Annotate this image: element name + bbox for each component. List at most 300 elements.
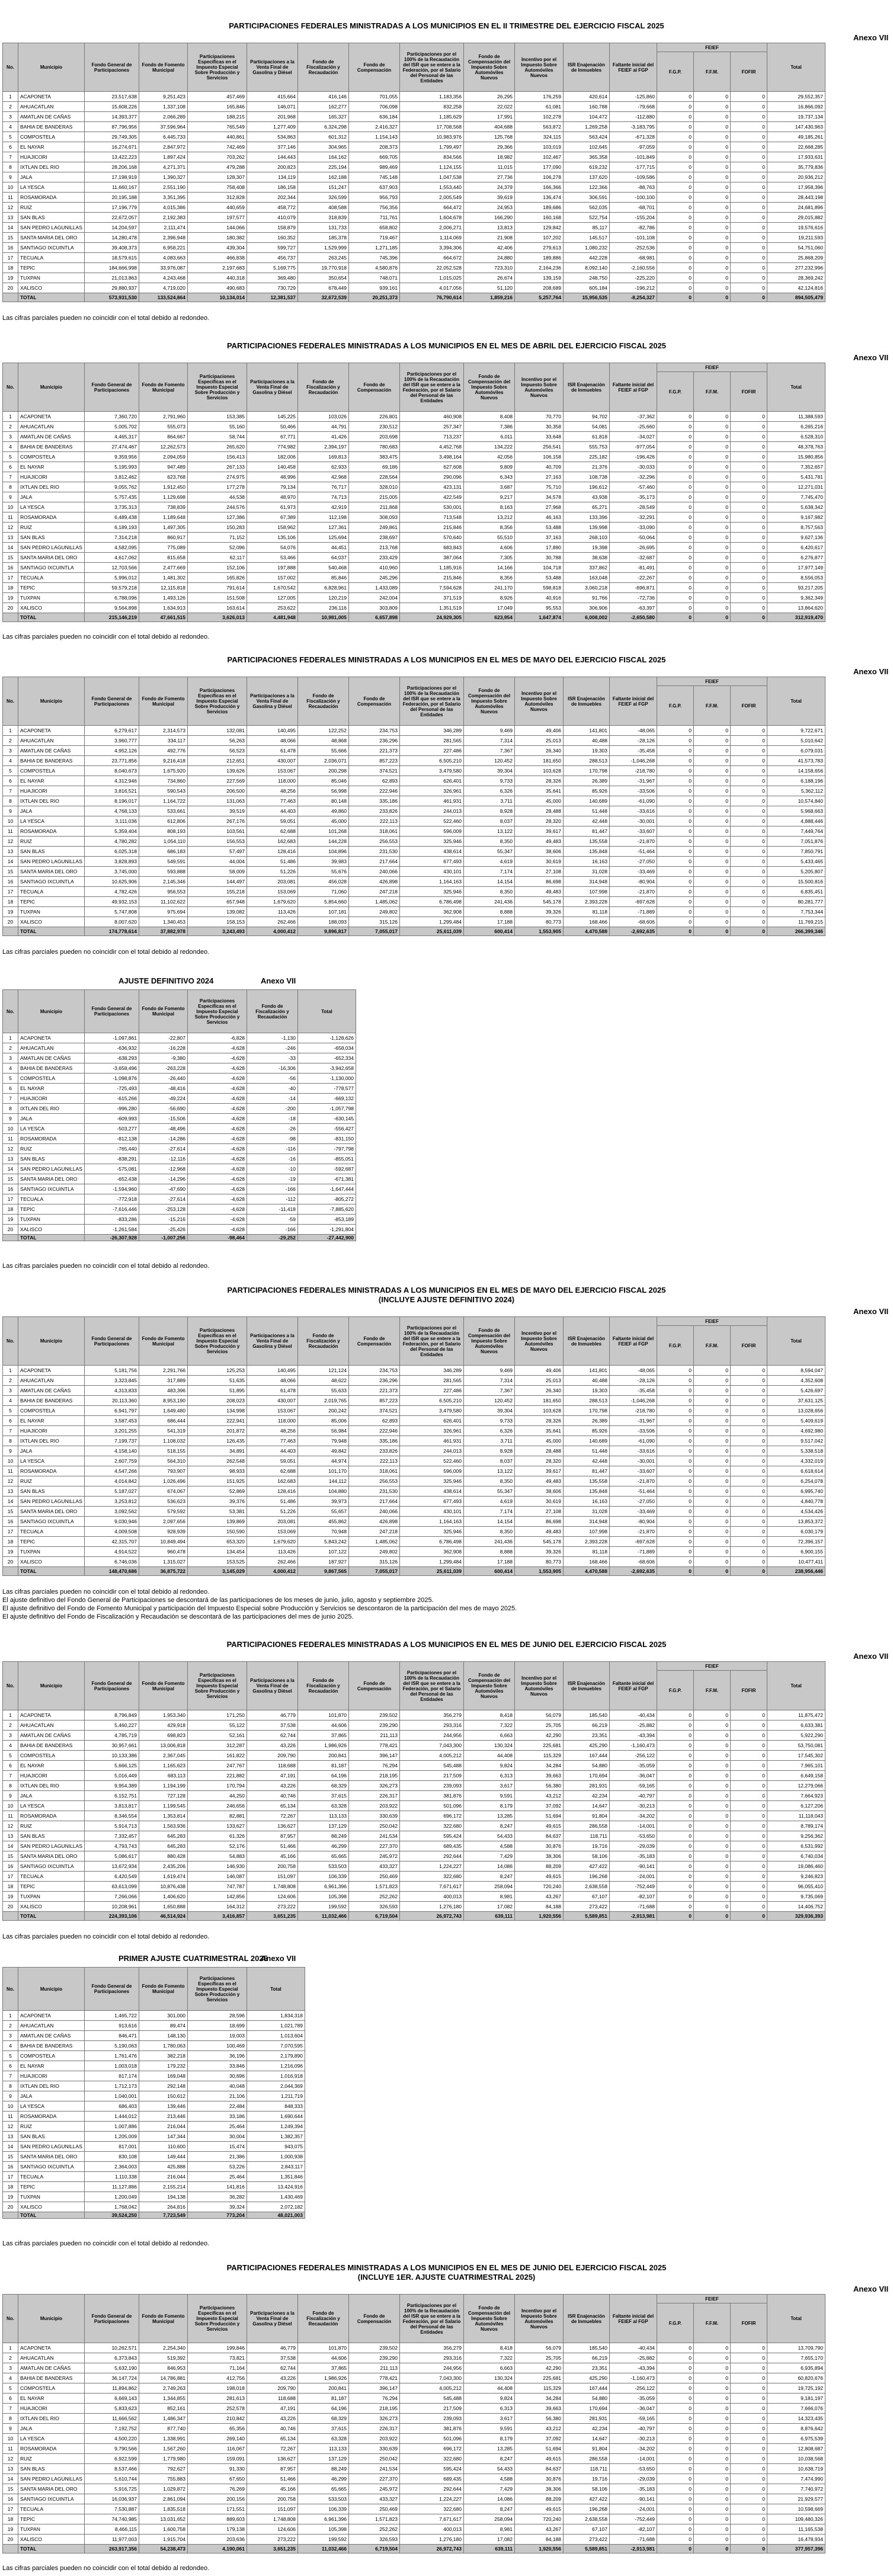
cell-value: 208,023 [188,1396,247,1406]
cell-value: 196,612 [564,482,610,492]
cell-value: 17,545,302 [767,1751,825,1761]
cell-value: 438,614 [400,847,464,857]
cell-value: -29,039 [610,2474,657,2484]
cell-value: 252,262 [349,2524,400,2535]
cell-value: 0 [694,482,731,492]
table-row [3,102,825,112]
cell-value: 404,688 [464,122,515,132]
municipio-name: XALISCO [18,917,85,927]
cell-value: 85,926 [564,786,610,796]
cell-value: 124,606 [247,1892,298,1902]
cell-value: 115,329 [515,1751,564,1761]
cell-value: 164,162 [298,152,349,162]
cell-value: 76,269 [188,2484,247,2494]
cell-value: 244,956 [400,1731,464,1741]
cell-value: 43,226 [247,1741,298,1751]
cell-value: 135,558 [564,1476,610,1486]
cell-value: 1,915,704 [139,2535,188,2545]
sec-junio-incl-table [2,2294,825,2553]
cell-value: 102,278 [515,112,564,122]
cell-value: 262,466 [247,917,298,927]
cell-value: 265,620 [188,442,247,452]
header-cell: FOFIR [731,52,767,92]
header-cell: Participaciones a la Venta Final de Gasolina y Diésel [247,677,298,726]
cell-value: -26,440 [139,1074,188,1084]
cell-value: 5,426,697 [767,1386,825,1396]
cell-value: 11,015 [464,162,515,172]
table-row [3,1547,825,1557]
municipio-name: TEPIC [18,583,85,593]
row-number: 15 [3,2484,18,2494]
row-number: 6 [3,142,18,152]
cell-value: 7,671,617 [400,2514,464,2524]
header-cell: Participaciones por el 100% de la Recaudación del ISR que se entere a la Federación, por el Salario del Personal de las Entidades [400,2295,464,2343]
cell-value: 22,052,528 [400,263,464,273]
municipio-name: AMATLAN DE CAÑAS [18,2363,85,2373]
row-number: 6 [3,776,18,786]
cell-value: 6,313 [464,1771,515,1781]
cell-value: -59,165 [610,1781,657,1791]
cell-value: 689,435 [400,1841,464,1851]
cell-value: 0 [694,1366,731,1376]
row-number: 4 [3,442,18,452]
cell-value: -33,469 [610,867,657,877]
cell-value: 81,187 [298,1761,349,1771]
cell-value: 960,478 [139,1547,188,1557]
cell-value: 0 [694,2474,731,2484]
cell-value: 222,113 [349,1456,400,1466]
cell-value: 0 [657,726,694,736]
cell-value: 4,313,833 [85,1386,139,1396]
cell-value: -4,628 [188,1174,247,1184]
cell-value: 169,813 [298,452,349,462]
cell-value: 0 [731,1781,767,1791]
cell-value: 81,118 [564,907,610,917]
total-value: 11,032,466 [298,1912,349,1921]
cell-value: 137,129 [298,1821,349,1831]
table-row [3,263,825,273]
cell-value: 37,538 [247,2353,298,2363]
cell-value: -1,097,861 [85,1033,139,1043]
row-number: 13 [3,847,18,857]
mayo-note: El ajuste definitivo del Fondo General de Participaciones se descontará de las participaciones de los meses de junio, julio, agosto y septiembre 2025. [2,1597,434,1604]
cell-value: 108,738 [564,472,610,482]
municipio-name: BAHIA DE BANDERAS [18,756,85,766]
cell-value: 758,408 [188,182,247,193]
table-row [3,2514,825,2524]
cell-value: 439,304 [188,243,247,253]
cell-value: 501,096 [400,2434,464,2444]
cell-value: 0 [731,452,767,462]
cell-value: 87,796,956 [85,122,139,132]
cell-value: 0 [657,857,694,867]
cell-value: 0 [731,1791,767,1801]
cell-value: 13,285 [464,1811,515,1821]
cell-value: 1,465,722 [85,2011,139,2021]
cell-value: 39,973 [298,1497,349,1507]
cell-value: 19,303 [564,746,610,756]
cell-value: 256,541 [515,442,564,452]
cell-value: 337,862 [564,563,610,573]
cell-value: 42,234 [564,2424,610,2434]
cell-value: -48,416 [139,1084,188,1094]
cell-value: 6,531,992 [767,1841,825,1851]
cell-value: 230,512 [349,422,400,432]
row-number: 10 [3,1124,18,1134]
cell-value: -3,942,658 [298,1063,356,1074]
cell-value: 25,705 [515,2353,564,2363]
table-row [3,1902,825,1912]
total-value: -2,650,580 [610,613,657,622]
sec-mayo-incl-subtitle: (INCLUYE AJUSTE DEFINITIVO 2024) [378,1295,515,1304]
sec-ajuste-2024-anexo: Anexo VII [261,976,296,985]
header-cell: Participaciones por el 100% de la Recaudación del ISR que se entere a la Federación, por el Salario del Personal de las Entidades [400,677,464,726]
total-label: TOTAL [18,2545,85,2553]
cell-value: 14,647 [564,2434,610,2444]
total-value: 47,661,515 [139,613,188,622]
cell-value: 956,553 [139,887,188,897]
cell-value: -35,059 [610,1761,657,1771]
sec-junio-anexo: Anexo VII [853,1652,889,1661]
cell-value: 1,571,823 [349,2514,400,2524]
header-cell: Fondo de Compensación del Impuesto Sobre Automóviles Nuevos [464,2295,515,2343]
row-number: 18 [3,583,18,593]
cell-value: 0 [657,142,694,152]
header-cell: No. [3,990,18,1033]
cell-value: 55,510 [464,533,515,543]
cell-value: 1,269,258 [564,122,610,132]
sec-mayo-anexo: Anexo VII [853,667,889,676]
cell-value: 158,153 [188,917,247,927]
cell-value: 39,519 [188,806,247,816]
municipio-name: SAN BLAS [18,1154,85,1164]
municipio-name: JALA [18,492,85,502]
municipio-name: TUXPAN [18,2524,85,2535]
cell-value: -33,607 [610,1466,657,1476]
cell-value: 0 [731,2535,767,2545]
cell-value: 346,289 [400,726,464,736]
cell-value: -855,051 [298,1154,356,1164]
total-value: 1,920,556 [515,1912,564,1921]
cell-value: 37,092 [515,1801,564,1811]
cell-value: 1,299,484 [400,917,464,927]
cell-value: 6,279,617 [85,726,139,736]
municipio-name: SAN PEDRO LAGUNILLAS [18,2474,85,2484]
cell-value: 0 [694,1741,731,1751]
cell-value: 6,835,451 [767,887,825,897]
cell-value: 3,060,218 [564,583,610,593]
cell-value: 0 [694,1466,731,1476]
footnote: Las cifras parciales pueden no coincidir con el total debido al redondeo. [2,1263,210,1270]
cell-value: 47,191 [247,1771,298,1781]
cell-value: 152,106 [188,563,247,573]
header-cell: Participaciones Específicas en el Impuesto Especial Sobre Producción y Servicios [188,2295,247,2343]
cell-value: 1,768,042 [85,2202,139,2212]
cell-value: 756,356 [349,203,400,213]
cell-value: 0 [731,273,767,283]
cell-value: 396,147 [349,2383,400,2394]
cell-value: 304,965 [298,142,349,152]
total-value: 11,032,466 [298,2545,349,2553]
cell-value: 102,645 [564,142,610,152]
cell-value: 0 [657,1476,694,1486]
table-row [3,2504,825,2514]
cell-value: 1,619,474 [139,1872,188,1882]
cell-value: 93,217,205 [767,583,825,593]
cell-value: 3,253,812 [85,1497,139,1507]
cell-value: 490,683 [188,283,247,293]
municipio-name: TECUALA [18,887,85,897]
cell-value: 7,740,972 [767,2484,825,2494]
cell-value: 209,790 [247,2383,298,2394]
header-cell: Participaciones a la Venta Final de Gasolina y Diésel [247,1317,298,1366]
header-cell: Fondo General de Participaciones [85,677,139,726]
cell-value: 533,503 [298,1861,349,1872]
cell-value: 22,022 [464,102,515,112]
municipio-name: AMATLAN DE CAÑAS [18,1731,85,1741]
municipio-name: XALISCO [18,1902,85,1912]
cell-value: 3,498,164 [400,452,464,462]
cell-value: 30,788 [515,553,564,563]
total-value: 1,553,905 [515,927,564,936]
cell-value: 11,769,215 [767,917,825,927]
cell-value: 8,981 [464,1892,515,1902]
table-row [3,2373,825,2383]
municipio-name: TEPIC [18,263,85,273]
row-number: 6 [3,2061,18,2071]
cell-value: 171,551 [188,2504,247,2514]
row-number: 15 [3,867,18,877]
cell-value: 0 [657,523,694,533]
total-value: 0 [731,1567,767,1576]
municipio-name: SAN PEDRO LAGUNILLAS [18,543,85,553]
cell-value: 5,843,242 [298,1537,349,1547]
cell-value: -43,394 [610,1731,657,1741]
cell-value: 0 [657,213,694,223]
cell-value: 1,185,916 [400,563,464,573]
cell-value: 122,366 [564,182,610,193]
cell-value: 43,267 [515,2524,564,2535]
cell-value: 42,056 [464,452,515,462]
cell-value: 225,681 [515,2373,564,2383]
cell-value: 4,083,663 [139,253,188,263]
table-row [3,2011,305,2021]
cell-value: 0 [657,273,694,283]
cell-value: -4,628 [188,1184,247,1194]
cell-value: 53,488 [515,573,564,583]
cell-value: 62,893 [349,776,400,786]
cell-value: 627,608 [400,462,464,472]
municipio-name: HUAJICORI [18,472,85,482]
cell-value: 210,842 [188,2414,247,2424]
cell-value: 115,329 [515,2383,564,2394]
cell-value: 1,315,027 [139,1557,188,1567]
cell-value: 113,426 [247,907,298,917]
cell-value: 9,217 [464,492,515,502]
cell-value: 0 [731,2414,767,2424]
cell-value: 150,283 [188,523,247,533]
row-number: 14 [3,543,18,553]
cell-value: 9,735,069 [767,1892,825,1902]
cell-value: -4,628 [188,1204,247,1215]
cell-value: -28,549 [610,502,657,512]
cell-value: 0 [731,766,767,776]
cell-value: 51,694 [515,1811,564,1821]
cell-value: 128,416 [247,847,298,857]
cell-value: 0 [731,1497,767,1507]
cell-value: 104,472 [564,112,610,122]
cell-value: 85,006 [298,1416,349,1426]
cell-value: 0 [657,563,694,573]
municipio-name: TUXPAN [18,1892,85,1902]
cell-value: 0 [731,1861,767,1872]
cell-value: 8,928 [464,1446,515,1456]
cell-value: 7,671,617 [400,1882,464,1892]
cell-value: 0 [694,112,731,122]
cell-value: 326,273 [349,2414,400,2424]
header-cell: Participaciones por el 100% de la Recaudación del ISR que se entere a la Federación, por el Salario del Personal de las Entidades [400,1317,464,1366]
table-row [3,1851,825,1861]
cell-value: 101,870 [298,1710,349,1720]
cell-value: 703,262 [188,152,247,162]
municipio-name: TEPIC [18,1537,85,1547]
cell-value: -669,132 [298,1094,356,1104]
municipio-name: XALISCO [18,2535,85,2545]
cell-value: 0 [731,1527,767,1537]
cell-value: 58,106 [564,1851,610,1861]
cell-value: 30,358 [515,422,564,432]
table-row [3,796,825,806]
cell-value: 0 [731,1841,767,1851]
cell-value: 16,478,934 [767,2535,825,2545]
cell-value: 46,299 [298,1841,349,1851]
total-value: 25,611,039 [400,927,464,936]
cell-value: 0 [694,1476,731,1486]
total-value: 133,524,864 [139,293,188,302]
row-number: 8 [3,2081,18,2091]
cell-value: 70,770 [515,412,564,422]
cell-value: 623,768 [139,472,188,482]
total-value: 24,929,305 [400,613,464,622]
cell-value: 37,538 [247,1720,298,1731]
cell-value: 956,793 [349,193,400,203]
cell-value: 2,145,346 [139,877,188,887]
cell-value: 62,688 [247,826,298,837]
cell-value: 150,590 [188,1527,247,1537]
cell-value: 101,268 [298,826,349,837]
cell-value: 0 [731,1486,767,1497]
table-row [3,132,825,142]
cell-value: 105,398 [298,2524,349,2535]
cell-value: 25,464 [188,2122,247,2132]
cell-value: 0 [731,512,767,523]
header-cell: Fondo General de Participaciones [85,990,139,1033]
cell-value: 59,579,218 [85,583,139,593]
cell-value: 4,017,056 [400,283,464,293]
cell-value: 3,111,036 [85,816,139,826]
cell-value: 2,843,117 [247,2162,305,2172]
total-value: 37,882,978 [139,927,188,936]
cell-value: 6,663 [464,2363,515,2373]
cell-value: 39,304 [464,766,515,776]
cell-value: 25,013 [515,736,564,746]
cell-value: 5,181,756 [85,1366,139,1376]
table-row [3,543,825,553]
cell-value: 274,975 [188,472,247,482]
cell-value: 545,488 [400,1761,464,1771]
row-number: 14 [3,857,18,867]
row-number: 9 [3,1446,18,1456]
cell-value: 0 [731,152,767,162]
municipio-name: JALA [18,806,85,816]
table-row [3,907,825,917]
total-value: 4,000,412 [247,927,298,936]
cell-value: 162,683 [247,837,298,847]
cell-value: 939,161 [349,283,400,293]
cell-value: 0 [657,203,694,213]
cell-value: -671,328 [610,132,657,142]
cell-value: 227,486 [400,746,464,756]
table-row [3,1537,825,1547]
municipio-name: LA YESCA [18,2434,85,2444]
cell-value: 81,447 [564,826,610,837]
cell-value: 0 [694,593,731,603]
cell-value: 8,247 [464,2454,515,2464]
cell-value: -82,107 [610,2524,657,2535]
cell-value: 19,737,134 [767,112,825,122]
cell-value: 420,614 [564,92,610,102]
table-row [3,273,825,283]
table-row [3,1872,825,1882]
cell-value: 0 [657,2383,694,2394]
cell-value: 0 [731,726,767,736]
cell-value: 0 [657,826,694,837]
municipio-name: TUXPAN [18,2192,85,2202]
cell-value: 236,116 [298,603,349,613]
cell-value: 830,108 [85,2152,139,2162]
cell-value: 928,939 [139,1527,188,1537]
table-row [3,1751,825,1761]
total-value: 894,505,479 [767,293,825,302]
cell-value: 240,066 [349,867,400,877]
cell-value: 109,480,326 [767,2514,825,2524]
cell-value: 9,055,762 [85,482,139,492]
cell-value: 288,513 [564,756,610,766]
cell-value: 1,353,814 [139,1811,188,1821]
row-number: 2 [3,736,18,746]
cell-value: 0 [694,573,731,583]
cell-value: 0 [731,786,767,796]
total-value: -27,442,900 [298,1235,356,1241]
cell-value: 43,938 [564,492,610,502]
cell-value: 0 [731,162,767,172]
cell-value: 153,067 [247,766,298,776]
cell-value: 0 [731,583,767,593]
municipio-name: XALISCO [18,1557,85,1567]
cell-value: -50,064 [610,533,657,543]
cell-value: -80,904 [610,1517,657,1527]
cell-value: 135,848 [564,847,610,857]
cell-value: 208,689 [515,283,564,293]
cell-value: -125,860 [610,92,657,102]
cell-value: 9,216,418 [139,756,188,766]
cell-value: 619,232 [564,162,610,172]
total-value: 600,414 [464,927,515,936]
cell-value: 4,619 [464,1497,515,1507]
cell-value: 9,256,362 [767,1831,825,1841]
cell-value: 0 [657,1366,694,1376]
cell-value: 17,188 [464,1557,515,1567]
